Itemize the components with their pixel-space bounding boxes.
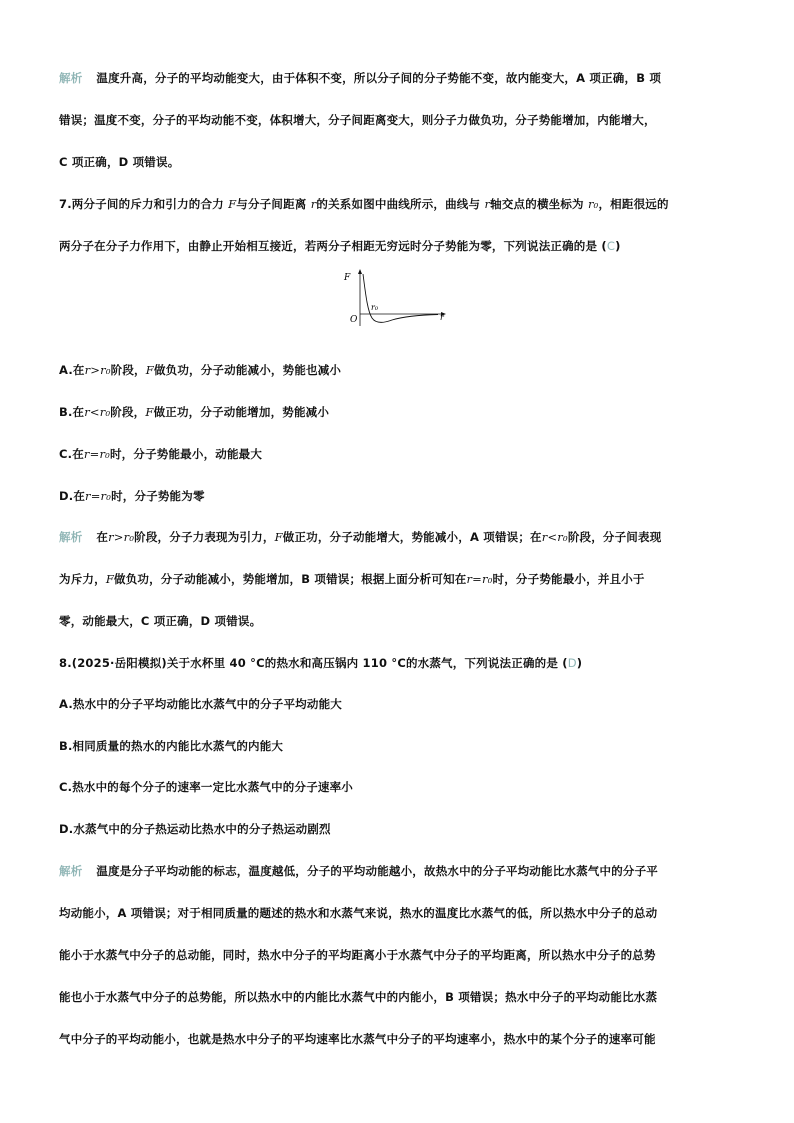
explanation-7-line-2: 为斥力，F做负功，分子动能减小，势能增加，B 项错误；根据上面分析可知在r=r₀时，分子势能最小，并且小于 — [59, 572, 645, 586]
explanation-6-line-1: 解析 温度升高，分子的平均动能变大，由于体积不变，所以分子间的分子势能不变，故内能变大，A 项正确，B 项 — [59, 71, 662, 85]
question-8-option-b: B.相同质量的热水的内能比水蒸气的内能大 — [59, 739, 284, 753]
answer-mark: C — [606, 239, 616, 253]
question-7-option-c: C.在r=r₀时，分子势能最小，动能最大 — [59, 447, 263, 461]
explanation-6-line-2: 错误；温度不变，分子的平均动能不变，体积增大，分子间距离变大，则分子力做负功，分子势能增加，内能增大， — [59, 113, 656, 127]
explanation-8-line-5: 气中分子的平均动能小，也就是热水中分子的平均速率比水蒸气中分子的平均速率小，热水中的某个分子的速率可能 — [59, 1032, 656, 1046]
f-axis-label: F — [344, 273, 351, 283]
explanation-tag: 解析 — [59, 864, 83, 878]
question-8-option-d: D.水蒸气中的分子热运动比热水中的分子热运动剧烈 — [59, 822, 331, 836]
question-7-stem-line-2: 两分子在分子力作用下，由静止开始相互接近，若两分子相距无穷远时分子势能为零，下列说法正确的是 (C) — [59, 239, 621, 253]
question-8-stem: 8.(2025·岳阳模拟)关于水杯里 40 °C的热水和高压锅内 110 °C的水蒸气，下列说法正确的是 (D) — [59, 656, 583, 670]
r0-label: r₀ — [371, 303, 379, 312]
explanation-8-line-1: 解析 温度是分子平均动能的标志，温度越低，分子的平均动能越小，故热水中的分子平均动能比水蒸气中的分子平 — [59, 864, 659, 878]
origin-label: O — [350, 315, 358, 325]
question-8-option-c: C.热水中的每个分子的速率一定比水蒸气中的分子速率小 — [59, 780, 354, 794]
question-7-option-a: A.在r>r₀阶段，F做负功，分子动能减小，势能也减小 — [59, 363, 342, 377]
explanation-7-line-1: 解析 在r>r₀阶段，分子力表现为引力，F做正功，分子动能增大，势能减小，A 项错误；在r<r₀阶段，分子间表现 — [59, 530, 662, 544]
question-7-option-d: D.在r=r₀时，分子势能为零 — [59, 489, 205, 503]
question-8-option-a: A.热水中的分子平均动能比水蒸气中的分子平均动能大 — [59, 697, 342, 711]
explanation-8-line-2: 均动能小，A 项错误；对于相同质量的题述的热水和水蒸气来说，热水的温度比水蒸气的低，所以热水中分子的总动 — [59, 906, 658, 920]
force-curve — [363, 274, 438, 322]
explanation-tag: 解析 — [59, 530, 83, 544]
explanation-8-line-3: 能小于水蒸气中分子的总动能，同时，热水中分子的平均距离小于水蒸气中分子的平均距离，所以热水中分子的总势 — [59, 948, 656, 962]
explanation-8-line-4: 能也小于水蒸气中分子的总势能，所以热水中的内能比水蒸气中的内能小，B 项错误；热水中分子的平均动能比水蒸 — [59, 990, 658, 1004]
question-7-option-b: B.在r<r₀阶段，F做正功，分子动能增加，势能减小 — [59, 405, 330, 419]
question-7-stem-line-1: 7.两分子间的斥力和引力的合力 F与分子间距离 r的关系如图中曲线所示，曲线与 r轴交点的横坐标为 r₀，相距很远的 — [59, 197, 669, 211]
explanation-6-line-3: C 项正确，D 项错误。 — [59, 155, 180, 169]
explanation-7-line-3: 零，动能最大，C 项正确，D 项错误。 — [59, 614, 262, 628]
r-axis-label: r — [440, 313, 444, 322]
force-distance-graph — [340, 268, 450, 330]
f-axis-arrow — [358, 269, 362, 274]
answer-mark: D — [567, 656, 577, 670]
explanation-tag: 解析 — [59, 71, 83, 85]
